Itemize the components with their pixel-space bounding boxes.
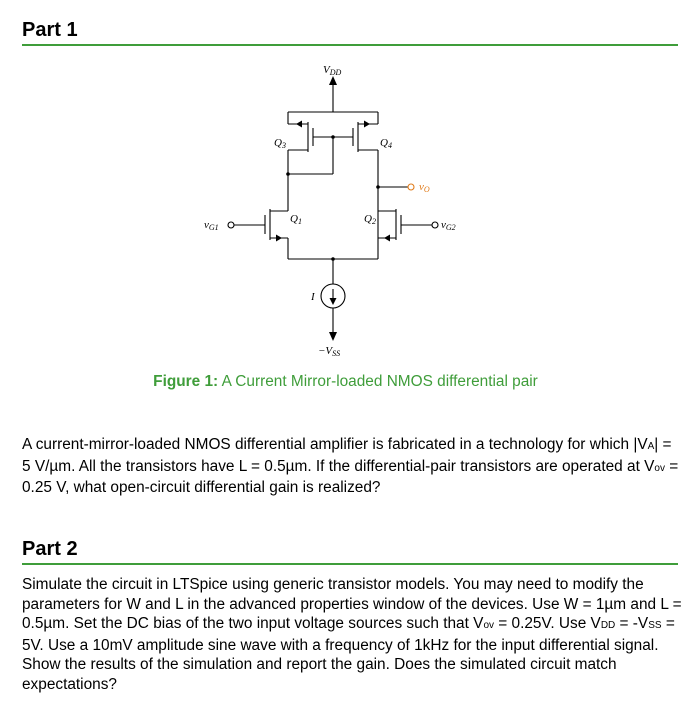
svg-text:vG2 <box>441 219 456 232</box>
q2-sub: 2 <box>371 217 376 226</box>
q2-label: Q <box>364 213 372 225</box>
svg-text:Q3 <box>274 137 286 150</box>
q3-sub: 3 <box>281 141 286 150</box>
part2-instructions: Simulate the circuit in LTSpice using generic transistor models. You may need to modify the parameters for W and L in the advanced properties window of the devices. Use W = 1µm and L = 0.5µm. Set the DC bias of the two input voltage sources such that Vov = 0.25V. Use VDD = -VSS = 5V. Use a 10mV amplitude sine wave with a frequency of 1kHz for the input differential signal. Show the results of the simulation and report the gain. Does the simulated circuit match expectations? <box>22 576 682 693</box>
figure-caption <box>0 373 691 391</box>
svg-text:Q4 <box>380 137 392 150</box>
part1-question: A current-mirror-loaded NMOS differential amplifier is fabricated in a technology for which |VA| = 5 V/µm. All the transistors have L = 0.5µm. If the differential-pair transistors are operated at Vov = 0.25 V, what open-circuit differential gain is realized? <box>22 436 679 497</box>
vo-sub: O <box>423 185 430 194</box>
q3-label: Q <box>274 137 282 149</box>
svg-text:Q2 <box>364 213 376 226</box>
vg1-sub: G1 <box>208 223 219 232</box>
vdd-sub: DD <box>329 68 342 77</box>
q1-sub: 1 <box>297 217 302 226</box>
vdd-label: V <box>323 64 330 76</box>
part1-heading: Part 1 <box>22 19 78 41</box>
vg2-label: v <box>441 219 446 231</box>
q1-label: Q <box>290 213 298 225</box>
vss-sub: SS <box>332 349 341 358</box>
part2-divider <box>22 563 678 565</box>
svg-text:vG1 <box>204 219 219 232</box>
figure-label: Figure 1: <box>153 373 219 390</box>
vg2-sub: G2 <box>445 223 456 232</box>
q4-label: Q <box>380 137 388 149</box>
vo-label: v <box>419 181 424 193</box>
svg-text:VDD <box>323 64 342 77</box>
vg1-label: v <box>204 219 209 231</box>
q4-sub: 4 <box>387 141 392 150</box>
part2-heading: Part 2 <box>22 538 78 560</box>
svg-text:Q1 <box>290 213 302 226</box>
figure-caption-text: A Current Mirror-loaded NMOS differential pair <box>221 373 538 390</box>
vss-label: −V <box>318 345 333 357</box>
circuit-diagram <box>190 56 490 366</box>
svg-text:−VSS <box>318 345 340 358</box>
svg-text:vO <box>419 181 430 194</box>
current-source-label: I <box>311 291 315 303</box>
part1-divider <box>22 44 678 46</box>
